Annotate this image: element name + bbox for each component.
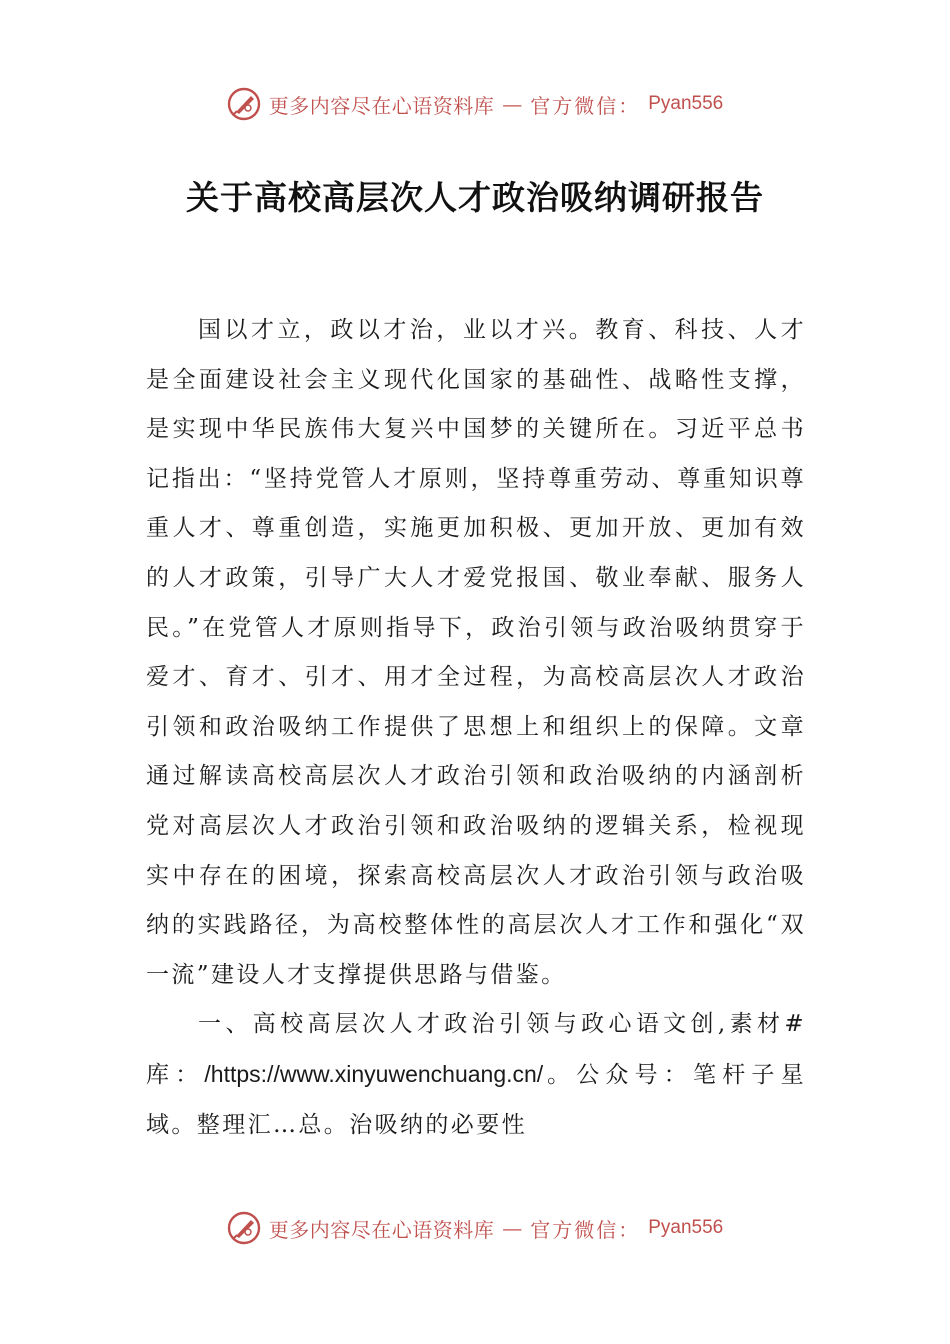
banner-text: 更多内容尽在心语资料库 [268,93,495,118]
footer-banner [0,1206,950,1250]
banner-wechat-id: Pyan556 [648,93,724,114]
section-one-tail: 。公众号：笔杆子星域。整理汇…总。治吸纳的必要性 [146,1061,806,1138]
banner-wechat-label: 官方微信： [530,1217,641,1242]
document-title: 关于高校高层次人才政治吸纳调研报告 [186,178,764,217]
banner-wechat-label: 官方微信： [530,93,641,118]
banner-text: 更多内容尽在心语资料库 [268,1217,495,1242]
quill-pen-logo-icon [227,1211,261,1245]
quill-pen-logo-icon [227,87,261,121]
paragraph-intro: 国以才立，政以才治，业以才兴。教育、科技、人才是全面建设社会主义现代化国家的基础性、战略性支撑，是实现中华民族伟大复兴中国梦的关键所在。习近平总书记指出：“坚持党管人才原则，坚持尊重劳动、尊重知识尊重人才、尊重创造，实施更加积极、更加开放、更加有效的人才政策，引导广大人才爱党报国、敬业奉献、服务人民。”在党管人才原则指导下，政治引领与政治吸纳贯穿于爱才、育才、引才、用才全过程，为高校高层次人才政治引领和政治吸纳工作提供了思想上和组织上的保障。文章通过解读高校高层次人才政治引领和政治吸纳的内涵剖析党对高层次人才政治引领和政治吸纳的逻辑关系，检视现实中存在的困境，探索高校高层次人才政治引领与政治吸纳的实践路径，为高校整体性的高层次人才工作和强化“双一流”建设人才支撑提供思路与借鉴。 [146,317,806,988]
section-one-heading: 一、高校高层次人才政治引领与政心语文创,素材#库： [146,1011,806,1088]
paragraph-section-one [146,1000,806,1150]
banner-wechat-id: Pyan556 [648,1217,724,1238]
document-body [146,306,806,1150]
header-banner [0,82,950,126]
banner-separator: — [502,1216,523,1240]
website-link[interactable]: /https://www.xinyuwenchuang.cn/ [204,1060,544,1087]
banner-separator: — [502,92,523,116]
